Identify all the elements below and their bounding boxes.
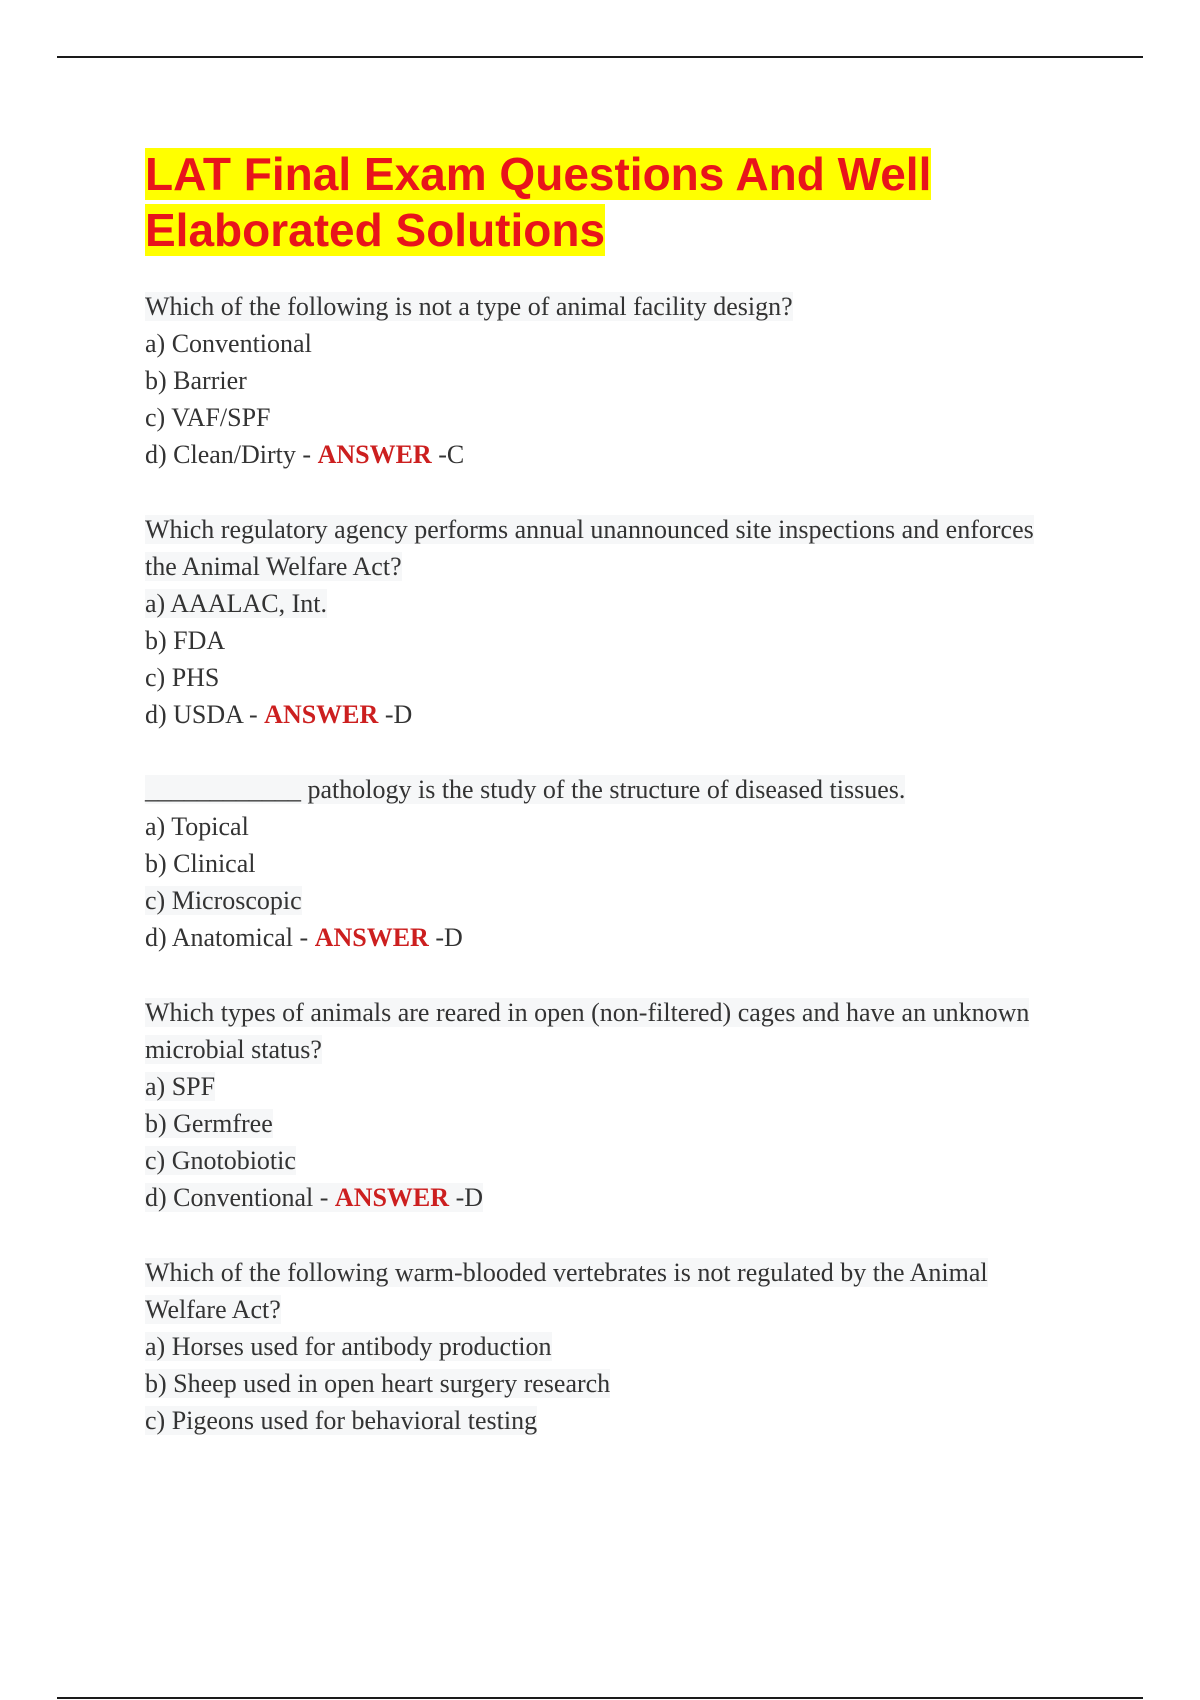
answer-label: ANSWER: [264, 700, 379, 729]
question-3: [145, 771, 1045, 956]
answer-label: ANSWER: [334, 1183, 450, 1212]
question-5: [145, 1254, 1045, 1439]
question-1: [145, 288, 1045, 473]
answer-value: -C: [438, 440, 465, 469]
option-b: b) Clinical: [145, 849, 256, 878]
bottom-rule: [57, 1697, 1143, 1699]
question-stem: Which types of animals are reared in open (non-filtered) cages and have an unknown microbial status?: [145, 998, 1030, 1064]
option-b: b) FDA: [145, 626, 226, 655]
option-d: d) Conventional - ANSWER -D: [145, 1183, 483, 1212]
option-a: a) SPF: [145, 1072, 216, 1101]
option-b: b) Germfree: [145, 1109, 273, 1138]
answer-value: -D: [435, 923, 463, 952]
option-a: a) Conventional: [145, 329, 312, 358]
document-body: [145, 146, 1045, 1477]
option-c: c) Pigeons used for behavioral testing: [145, 1406, 538, 1435]
answer-label: ANSWER: [314, 923, 429, 952]
option-d: d) USDA - ANSWER -D: [145, 700, 413, 729]
top-rule: [57, 56, 1143, 58]
question-list: [145, 288, 1045, 1439]
question-stem: Which of the following is not a type of animal facility design?: [145, 292, 793, 321]
question-stem: Which of the following warm-blooded vertebrates is not regulated by the Animal Welfare Act?: [145, 1258, 988, 1324]
question-4: [145, 994, 1045, 1216]
option-a: a) AAALAC, Int.: [145, 589, 327, 618]
answer-value: -D: [455, 1183, 483, 1212]
question-stem: Which regulatory agency performs annual unannounced site inspections and enforces the Animal Welfare Act?: [145, 515, 1034, 581]
option-c: c) PHS: [145, 663, 220, 692]
question-2: [145, 511, 1045, 733]
answer-value: -D: [384, 700, 413, 729]
answer-label: ANSWER: [317, 440, 432, 469]
option-c: c) Gnotobiotic: [145, 1146, 296, 1175]
option-a: a) Topical: [145, 812, 249, 841]
option-d: d) Anatomical - ANSWER -D: [145, 923, 463, 952]
question-stem: ____________ pathology is the study of the structure of diseased tissues.: [145, 775, 906, 804]
option-a: a) Horses used for antibody production: [145, 1332, 552, 1361]
option-c: c) Microscopic: [145, 886, 302, 915]
option-c: c) VAF/SPF: [145, 403, 271, 432]
option-b: b) Sheep used in open heart surgery research: [145, 1369, 611, 1398]
option-d: d) Clean/Dirty - ANSWER -C: [145, 440, 465, 469]
option-b: b) Barrier: [145, 366, 247, 395]
document-title: LAT Final Exam Questions And Well Elaborated Solutions: [145, 148, 932, 256]
